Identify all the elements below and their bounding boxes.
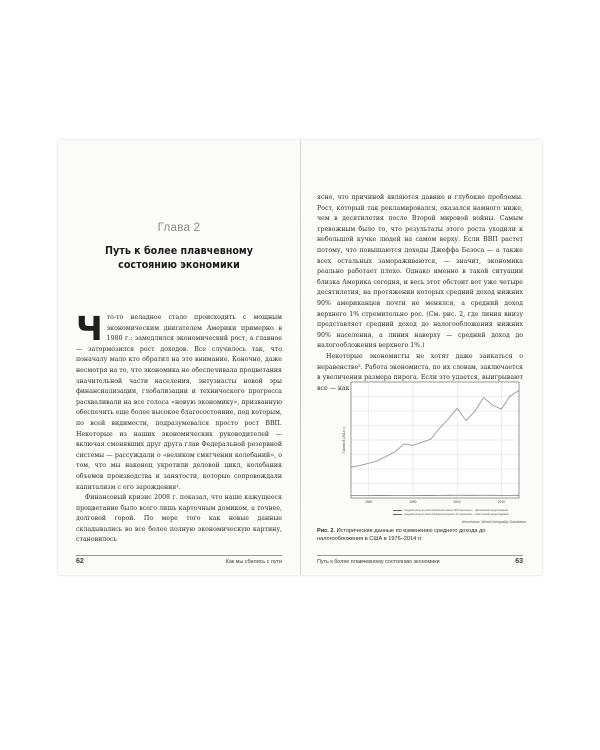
left-body-text xyxy=(76,309,282,546)
caption-label: Рис. 2. xyxy=(317,528,336,534)
paragraph xyxy=(76,309,282,493)
income-chart xyxy=(317,370,527,520)
x-tick-label: 1980 xyxy=(365,500,373,504)
book-spread xyxy=(58,140,542,575)
chart-legend xyxy=(393,509,508,517)
dropcap: Ч xyxy=(76,309,103,348)
right-page xyxy=(301,140,542,575)
right-footer xyxy=(317,555,523,568)
paragraph: Некоторые экономисты не хотят даже заикаться о неравенстве². Работа экономиста, по их словам, заключается в увеличении размера пирога. Если это удается, выигрывают все — как xyxy=(317,352,523,392)
chapter-title-line: состоянию экономики xyxy=(118,259,240,271)
chapter-label: Глава 2 xyxy=(157,222,201,234)
chapter-title xyxy=(68,244,291,272)
page-number: 62 xyxy=(76,558,84,565)
paragraph-text: то-то неладное стало происходить с мощным экономическим двигателем Америки примерно в 1980 г.: замедлился экономический рост, а главное — затормозился рост доходов. Все случилось так, что поначалу мало кто обратил на это внимание. Конечно, даже несмотря на то, что экономика не обеспечивала процветания значительной части населения, энтузиасты новой эры финансиализации, глобализации и технического прогресса расхваливали на все голоса «новую экономику», призванную обеспечить еще более высокое благосостояние, под которым, по всей видимости, подразумевался просто рост ВВП. Некоторые из наших экономических руководителей — включая сменявших друг друга глав Федеральной резервной системы — рассуждали о «великом смягчении колебаний», о том, что мы наконец укротили деловой цикл, колебания объемов производства и занятости, которые сопровождали капитализм с его зарождения¹. xyxy=(76,314,282,491)
paragraph: Финансовый кризис 2008 г. показал, что наше кажущееся процветание было всего лишь карточным домиком, а точнее, долговой горой. По мере того как новые данные складывались во все более полную экономическую картину, становилось xyxy=(76,494,282,544)
figure-source: Источник: World Inequality Database. xyxy=(461,520,527,524)
x-tick-label: 2010 xyxy=(497,500,505,504)
left-page xyxy=(58,140,300,575)
legend-label: Средний доход до налогообложения нижних 90% населения — фактический ежедолларовый xyxy=(404,509,508,512)
left-footer xyxy=(76,555,282,568)
right-body-text xyxy=(317,193,523,394)
legend-entry xyxy=(393,513,508,517)
paragraph: ясно, что причиной являются давние и глубокие проблемы. Рост, который так рекламировался, оказался намного ниже, чем в десятилетия после Второй мировой войны. Самым тревожным было то, что результаты этого роста уходили к небольшой кучке людей на самом верху. Если ВВП растет потому, что повышаются доходы Джеффа Безоса — а также всех остальных замораживаются, — значит, экономика реально работает плохо. Однако именно в такой ситуации близка Америка сегодня, и весь этот обстоит вот уже четыре десятилетия, на протяжении которых средний доход нижних 90% американцев почти не менялся, а средний доход верхнего 1% стремительно рос. (См. рис. 2, где линия внизу представляет средний доход до налогообложения нижних 90% населения, а линия наверху — средний доход до налогообложения верхнего 1%.) xyxy=(317,194,523,350)
running-head: Путь к более плавчевному состоянию экономики xyxy=(317,559,440,565)
income-figure xyxy=(317,370,527,524)
figure-caption xyxy=(317,527,525,544)
y-axis-label: Тысячи $ (2014 г.) xyxy=(342,426,346,454)
chapter-title-line: Путь к более плавчевному xyxy=(105,245,253,257)
legend-label: Средний доход до налогообложения верхнего 1% населения — фактический ежедолларовый xyxy=(404,513,509,516)
x-tick-label: 1990 xyxy=(409,500,417,504)
caption-text: Исторические данные по изменению среднего дохода до налогообложения в США в 1976–2014 гг. xyxy=(317,528,486,543)
page-number: 63 xyxy=(515,558,523,565)
running-head: Как мы сбились с пути xyxy=(225,559,282,565)
legend-swatch xyxy=(393,510,402,511)
legend-swatch xyxy=(393,514,402,515)
x-tick-label: 2000 xyxy=(453,500,461,504)
